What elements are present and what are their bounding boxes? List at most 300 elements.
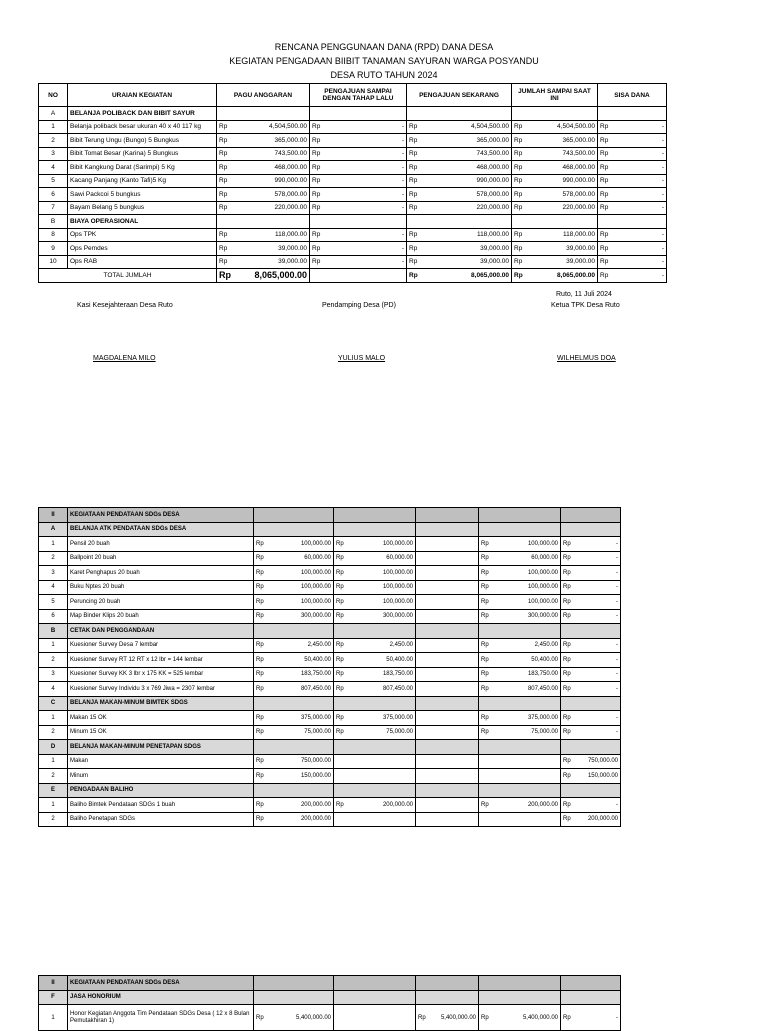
lalu-cell [310,201,407,215]
currency-label: Rp [409,258,418,266]
currency-label: Rp [563,540,571,547]
jumlah-cell [512,174,598,188]
pagu-cell [254,595,334,610]
section-row [39,976,621,991]
amount-value: 200,000.00 [527,801,558,808]
currency-label: Rp [256,671,264,678]
row-description: Belanja poliback besar ukuran 40 x 40 117 kg [68,120,217,134]
amount-value: 183,750.00 [382,671,413,678]
empty-cell [334,783,416,798]
amount-value: - [401,150,404,158]
currency-label: Rp [336,540,344,547]
row-description: Honor Kegiatan Anggota Tim Pendataan SDGs Desa ( 12 x 8 Bulan Pemutakhiran 1) [68,1005,254,1031]
currency-label: Rp [481,1014,489,1021]
pagu-cell [254,725,334,740]
currency-label: Rp [336,642,344,649]
jumlah-cell [479,682,561,697]
currency-label: Rp [563,758,571,765]
currency-label: Rp [312,150,321,158]
sekarang-cell [416,754,479,769]
currency-label: Rp [600,244,609,252]
sekarang-cell [416,566,479,581]
lalu-cell [310,147,407,161]
amount-value: 365,000.00 [476,136,509,144]
currency-label: Rp [563,555,571,562]
sekarang-cell [416,1005,479,1031]
amount-value: 375,000.00 [382,714,413,721]
sisa-cell [561,551,621,566]
row-description: Ballpoint 20 buah [68,551,254,566]
currency-label: Rp [256,685,264,692]
row-number: E [39,783,68,798]
empty-cell [561,783,621,798]
amount-value: - [616,584,618,591]
empty-cell [561,740,621,755]
currency-label: Rp [600,163,609,171]
sekarang-cell [407,188,512,202]
empty-cell [416,624,479,639]
row-number: C [39,696,68,711]
currency-label: Rp [600,204,609,212]
row-number: 10 [39,255,68,269]
currency-label: Rp [219,258,228,266]
lalu-cell [310,134,407,148]
row-description: BELANJA MAKAN-MINUM PENETAPAN SDGS [68,740,254,755]
table-row [39,134,667,148]
amount-value: - [661,177,664,185]
row-description: KEGIATAAN PENDATAAN SDGs DESA [68,976,254,991]
amount-value: 990,000.00 [562,177,595,185]
amount-value: - [401,136,404,144]
row-number: 1 [39,537,68,552]
amount-value: - [661,163,664,171]
lalu-cell [334,609,416,624]
currency-label: Rp [256,642,264,649]
sekarang-cell [416,609,479,624]
row-description: KEGIATAAN PENDATAAN SDGs DESA [68,508,254,523]
lalu-cell [334,580,416,595]
pagu-cell [217,174,310,188]
amount-value: - [661,231,664,239]
empty-cell [334,696,416,711]
row-description: Buku Nptes 20 buah [68,580,254,595]
table-row [39,682,621,697]
currency-label: Rp [600,231,609,239]
amount-value: - [616,656,618,663]
jumlah-cell [479,798,561,813]
middle-role: Pendamping Desa (PD) [322,302,396,309]
empty-cell [479,976,561,991]
empty-cell [561,522,621,537]
currency-label: Rp [409,204,418,212]
row-number: 2 [39,551,68,566]
empty-cell [334,624,416,639]
column-header: URAIAN KEGIATAN [68,84,217,107]
currency-label: Rp [336,584,344,591]
amount-value: 100,000.00 [300,569,331,576]
table-row [39,798,621,813]
empty-cell [416,783,479,798]
empty-cell [310,269,407,283]
amount-value: 100,000.00 [300,598,331,605]
currency-label: Rp [219,136,228,144]
sisa-cell [561,595,621,610]
table-row [39,188,667,202]
amount-value: 5,400,000.00 [440,1014,476,1021]
currency-label: Rp [514,177,523,185]
amount-value: - [616,540,618,547]
row-number: A [39,107,68,121]
currency-label: Rp [409,271,418,279]
amount-value: 200,000.00 [300,816,331,823]
amount-value: 4,504,500.00 [557,123,595,131]
sekarang-cell [416,769,479,784]
pagu-cell [217,120,310,134]
amount-value: 100,000.00 [527,598,558,605]
amount-value: 60,000.00 [531,555,558,562]
lalu-cell [334,711,416,726]
empty-cell [217,107,310,121]
currency-label: Rp [256,816,264,823]
currency-label: Rp [219,204,228,212]
lalu-cell [334,537,416,552]
amount-value: 50,400.00 [531,656,558,663]
currency-label: Rp [312,123,321,131]
amount-value: 220,000.00 [562,204,595,212]
table-row [39,595,621,610]
amount-value: 39,000.00 [566,244,595,252]
row-description: BELANJA ATK PENDATAAN SDGs DESA [68,522,254,537]
currency-label: Rp [600,123,609,131]
amount-value: - [401,244,404,252]
amount-value: 2,450.00 [389,642,413,649]
amount-value: 807,450.00 [382,685,413,692]
currency-label: Rp [409,231,418,239]
amount-value: 150,000.00 [587,772,618,779]
currency-label: Rp [514,231,523,239]
currency-label: Rp [481,555,489,562]
lalu-cell [334,551,416,566]
pagu-cell [254,609,334,624]
table-row [39,711,621,726]
amount-value: - [401,190,404,198]
row-number: 2 [39,769,68,784]
row-number: 8 [39,228,68,242]
sisa-cell [598,242,667,256]
section-row [39,696,621,711]
jumlah-cell [479,725,561,740]
amount-value: - [616,613,618,620]
pagu-cell [217,134,310,148]
sisa-cell [561,609,621,624]
jumlah-cell [512,161,598,175]
currency-label: Rp [563,569,571,576]
row-description: Map Binder Klips 20 buah [68,609,254,624]
table-row [39,769,621,784]
signature-date: Ruto, 11 Juli 2024 [556,291,612,298]
table-row [39,161,667,175]
amount-value: - [616,714,618,721]
jumlah-cell [479,537,561,552]
table-row [39,147,667,161]
row-description: Bibit Tomat Besar (Karina) 5 Bungkus [68,147,217,161]
lalu-cell [334,812,416,827]
empty-cell [561,696,621,711]
amount-value: 300,000.00 [382,613,413,620]
currency-label: Rp [563,729,571,736]
pagu-cell [254,812,334,827]
column-header: PENGAJUAN SEKARANG [407,84,512,107]
pagu-cell [217,188,310,202]
sisa-cell [561,566,621,581]
amount-value: - [401,177,404,185]
row-number: B [39,215,68,229]
pagu-cell [254,537,334,552]
sisa-cell [561,725,621,740]
row-description: Bibit Terung Ungu (Bungo) 5 Bungkus [68,134,217,148]
currency-label: Rp [600,177,609,185]
sisa-cell [598,120,667,134]
sekarang-cell [416,682,479,697]
amount-value: 39,000.00 [278,258,307,266]
row-description: Kuesioner Survey Individu 3 x 769 Jiwa = 2307 lembar [68,682,254,697]
row-description: PENGADAAN BALIHO [68,783,254,798]
pagu-cell [217,255,310,269]
empty-cell [512,215,598,229]
jumlah-cell [512,255,598,269]
empty-cell [407,107,512,121]
sekarang-cell [416,638,479,653]
amount-value: - [616,1014,618,1021]
empty-cell [479,783,561,798]
currency-label: Rp [600,150,609,158]
row-description: Makan 15 OK [68,711,254,726]
amount-value: 150,000.00 [300,772,331,779]
sisa-cell [561,682,621,697]
amount-value: 183,750.00 [300,671,331,678]
currency-label: Rp [481,584,489,591]
lalu-cell [334,638,416,653]
currency-label: Rp [600,271,609,279]
lalu-cell [310,255,407,269]
sekarang-cell [416,798,479,813]
amount-value: - [616,729,618,736]
pagu-cell [254,682,334,697]
pagu-cell [254,566,334,581]
row-number: 4 [39,682,68,697]
left-role: Kasi Kesejahteraan Desa Ruto [77,302,173,309]
middle-signatory-name: YULIUS MALO [338,355,386,362]
empty-cell [479,624,561,639]
amount-value: 100,000.00 [300,540,331,547]
empty-cell [254,696,334,711]
currency-label: Rp [256,729,264,736]
row-number: II [39,508,68,523]
row-number: 4 [39,161,68,175]
right-signatory-name: WILHELMUS DOA [557,355,616,362]
empty-cell [479,508,561,523]
lalu-cell [310,242,407,256]
pagu-cell [254,798,334,813]
row-description: Karet Penghapus 20 buah [68,566,254,581]
table-row [39,609,621,624]
lalu-cell [334,682,416,697]
row-description: BELANJA MAKAN-MINUM BIMTEK SDGS [68,696,254,711]
empty-cell [310,215,407,229]
currency-label: Rp [336,685,344,692]
amount-value: 990,000.00 [274,177,307,185]
empty-cell [479,740,561,755]
section-row [39,740,621,755]
table-row [39,228,667,242]
jumlah-cell [479,1005,561,1031]
currency-label: Rp [409,244,418,252]
sisa-cell [598,255,667,269]
jumlah-cell [479,812,561,827]
row-number: 1 [39,638,68,653]
currency-label: Rp [563,685,571,692]
lalu-cell [310,120,407,134]
amount-value: 60,000.00 [386,555,413,562]
amount-value: 743,500.00 [274,150,307,158]
sisa-cell [598,201,667,215]
amount-value: 578,000.00 [274,190,307,198]
table-row [39,580,621,595]
jumlah-cell [479,595,561,610]
amount-value: 75,000.00 [531,729,558,736]
currency-label: Rp [336,613,344,620]
currency-label: Rp [219,190,228,198]
amount-value: 50,400.00 [386,656,413,663]
currency-label: Rp [481,729,489,736]
amount-value: 2,450.00 [534,642,558,649]
row-description: Baliho Penetapan SDGs [68,812,254,827]
sisa-cell [561,638,621,653]
currency-label: Rp [409,150,418,158]
jumlah-cell [512,120,598,134]
row-number: 4 [39,580,68,595]
sekarang-cell [407,120,512,134]
jumlah-cell [512,134,598,148]
empty-cell [416,696,479,711]
row-description: BELANJA POLIBACK DAN BIBIT SAYUR [68,107,217,121]
sdgs-table [38,507,621,827]
column-header: SISA DANA [598,84,667,107]
pagu-cell [254,653,334,668]
currency-label: Rp [219,244,228,252]
row-description: Kuesioner Survey KK 3 lbr x 175 KK = 525 lembar [68,667,254,682]
sekarang-cell [407,228,512,242]
amount-value: 220,000.00 [476,204,509,212]
lalu-cell [334,566,416,581]
amount-value: 990,000.00 [476,177,509,185]
title-line-3: DESA RUTO TAHUN 2024 [330,70,438,80]
total-row [39,269,667,283]
pagu-cell [217,242,310,256]
left-signatory-name: MAGDALENA MILO [93,355,156,362]
amount-value: 4,504,500.00 [471,123,509,131]
amount-value: 100,000.00 [382,598,413,605]
currency-label: Rp [336,656,344,663]
currency-label: Rp [563,613,571,620]
sekarang-cell [416,711,479,726]
lalu-cell [334,1005,416,1031]
currency-label: Rp [409,123,418,131]
amount-value: - [616,555,618,562]
amount-value: 39,000.00 [566,258,595,266]
currency-label: Rp [256,584,264,591]
currency-label: Rp [312,244,321,252]
amount-value: 5,400,000.00 [295,1014,331,1021]
row-description: BIAYA OPERASIONAL [68,215,217,229]
row-number: B [39,624,68,639]
currency-label: Rp [312,177,321,185]
row-description: Ops RAB [68,255,217,269]
section-row [39,990,621,1005]
amount-value: 807,450.00 [527,685,558,692]
currency-label: Rp [219,163,228,171]
currency-label: Rp [409,163,418,171]
amount-value: 100,000.00 [382,569,413,576]
currency-label: Rp [514,204,523,212]
row-number: 3 [39,566,68,581]
currency-label: Rp [418,1014,426,1021]
row-number: 1 [39,120,68,134]
pagu-cell [254,638,334,653]
jumlah-cell [479,551,561,566]
empty-cell [512,107,598,121]
sekarang-cell [407,147,512,161]
amount-value: 578,000.00 [476,190,509,198]
empty-cell [310,107,407,121]
column-header: NO [39,84,68,107]
amount-value: 39,000.00 [278,244,307,252]
table-row [39,812,621,827]
amount-value: 100,000.00 [382,540,413,547]
amount-value: 468,000.00 [476,163,509,171]
amount-value: 365,000.00 [562,136,595,144]
lalu-cell [334,725,416,740]
currency-label: Rp [481,656,489,663]
empty-cell [561,508,621,523]
currency-label: Rp [514,190,523,198]
empty-cell [254,990,334,1005]
table-row [39,201,667,215]
row-description: Pensil 20 buah [68,537,254,552]
sekarang-cell [407,174,512,188]
row-number: II [39,976,68,991]
empty-cell [217,215,310,229]
amount-value: 300,000.00 [527,613,558,620]
table-row [39,120,667,134]
currency-label: Rp [409,177,418,185]
empty-cell [334,740,416,755]
currency-label: Rp [481,613,489,620]
currency-label: Rp [256,656,264,663]
row-number: 3 [39,147,68,161]
amount-value: 578,000.00 [562,190,595,198]
amount-value: - [616,801,618,808]
pagu-cell [217,161,310,175]
currency-label: Rp [219,231,228,239]
title-line-2: KEGIATAN PENGADAAN BIIBIT TANAMAN SAYURAN WARGA POSYANDU [229,56,539,66]
currency-label: Rp [563,642,571,649]
amount-value: - [661,244,664,252]
sisa-cell [598,228,667,242]
currency-label: Rp [336,555,344,562]
sisa-cell [598,188,667,202]
pagu-cell [217,228,310,242]
